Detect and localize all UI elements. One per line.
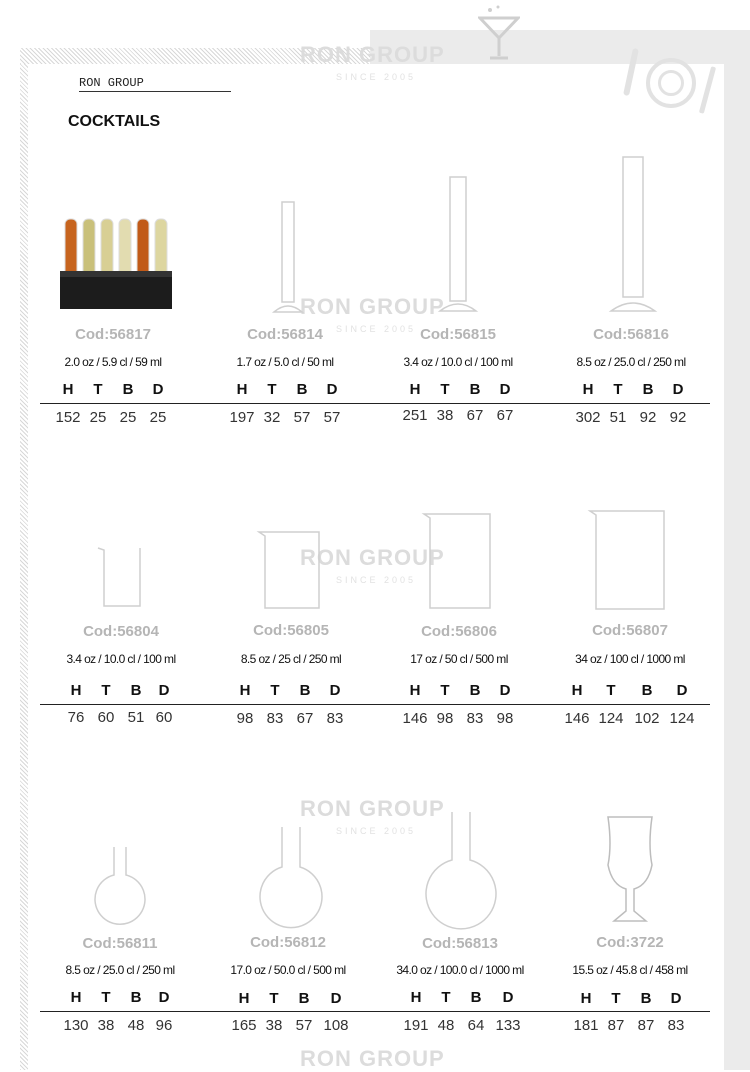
plate-icon [646,58,696,108]
watermark: RON GROUP [300,294,445,319]
spec-value-h: 130 [63,1017,89,1034]
spec-header-b: B [298,990,310,1007]
spec-header-t: T [269,990,279,1007]
product-code: Cod:56805 [253,622,329,639]
spec-value-b: 57 [293,409,311,426]
spec-value-t: 98 [436,710,454,727]
spec-value-b: 102 [634,710,660,727]
test-tube-rack-image [56,215,176,315]
brand-label: RON GROUP [79,76,231,92]
round-flask-image [258,825,324,925]
spec-header-b: B [642,381,654,398]
spec-value-t: 48 [437,1017,455,1034]
product-code: Cod:56814 [247,326,323,343]
product-code: Cod:56816 [593,326,669,343]
spec-header-t: T [267,381,277,398]
watermark: RON GROUP [300,796,445,821]
spec-value-d: 67 [496,407,514,424]
graduated-cylinder-image [270,200,306,315]
spec-header-h: H [409,682,421,699]
spec-value-t: 51 [609,409,627,426]
spec-header-t: T [613,381,623,398]
spec-value-b: 25 [119,409,137,426]
spec-value-t: 38 [97,1017,115,1034]
spec-header-h: H [582,381,594,398]
product-code: Cod:56807 [592,622,668,639]
spec-value-h: 146 [402,710,428,727]
product-code: Cod:3722 [596,934,664,951]
spec-header-d: D [158,989,170,1006]
spec-header-b: B [640,990,652,1007]
spec-value-h: 197 [229,409,255,426]
spec-value-d: 60 [155,709,173,726]
spec-value-h: 152 [55,409,81,426]
product-capacity: 1.7 oz / 5.0 cl / 50 ml [236,355,334,369]
spec-header-d: D [158,682,170,699]
spec-value-b: 87 [637,1017,655,1034]
spec-value-h: 302 [575,409,601,426]
spec-value-b: 67 [296,710,314,727]
spec-value-t: 124 [598,710,624,727]
spec-header-d: D [499,682,511,699]
spec-value-h: 191 [403,1017,429,1034]
product-code: Cod:56804 [83,623,159,640]
spec-header-h: H [238,990,250,1007]
divider-line [40,704,710,705]
spec-header-t: T [611,990,621,1007]
spec-value-d: 25 [149,409,167,426]
watermark: RON GROUP [300,545,445,570]
spec-header-b: B [469,381,481,398]
spec-value-d: 133 [495,1017,521,1034]
spec-value-t: 83 [266,710,284,727]
spec-value-h: 98 [236,710,254,727]
beaker-image [257,530,323,612]
spec-header-d: D [499,381,511,398]
graduated-cylinder-image [608,155,658,315]
spec-header-b: B [296,381,308,398]
watermark-since: SINCE 2005 [336,575,417,585]
watermark: RON GROUP [300,1046,445,1071]
spec-value-d: 96 [155,1017,173,1034]
spec-value-d: 83 [326,710,344,727]
product-code: Cod:56806 [421,623,497,640]
spec-value-h: 165 [231,1017,257,1034]
spec-header-d: D [152,381,164,398]
product-capacity: 8.5 oz / 25.0 cl / 250 ml [65,963,175,977]
beaker-image [588,509,668,613]
hatched-border-left [20,48,28,1070]
divider-line [40,403,710,404]
spec-value-t: 87 [607,1017,625,1034]
spec-header-b: B [122,381,134,398]
spec-value-t: 25 [89,409,107,426]
spec-value-b: 48 [127,1017,145,1034]
spec-header-b: B [130,682,142,699]
spec-header-b: B [470,989,482,1006]
spec-header-d: D [670,990,682,1007]
spec-value-b: 92 [639,409,657,426]
spec-value-d: 108 [323,1017,349,1034]
round-flask-image [424,810,498,926]
spec-header-h: H [410,989,422,1006]
product-capacity: 34.0 oz / 100.0 cl / 1000 ml [396,963,524,977]
spec-header-d: D [672,381,684,398]
spec-value-h: 181 [573,1017,599,1034]
beaker-image [96,546,146,610]
product-capacity: 15.5 oz / 45.8 cl / 458 ml [572,963,688,977]
spec-header-h: H [70,989,82,1006]
spec-header-d: D [676,682,688,699]
watermark-since: SINCE 2005 [336,826,417,836]
product-capacity: 8.5 oz / 25 cl / 250 ml [240,652,342,666]
product-capacity: 17.0 oz / 50.0 cl / 500 ml [230,963,346,977]
product-capacity: 17 oz / 50 cl / 500 ml [410,652,508,666]
spec-header-b: B [130,989,142,1006]
product-capacity: 8.5 oz / 25.0 cl / 250 ml [576,355,686,369]
spec-value-t: 38 [265,1017,283,1034]
spec-header-b: B [641,682,653,699]
spec-header-h: H [70,682,82,699]
round-flask-image [92,845,148,925]
spec-value-b: 64 [467,1017,485,1034]
product-capacity: 2.0 oz / 5.9 cl / 59 ml [64,355,162,369]
spec-header-h: H [580,990,592,1007]
watermark-since: SINCE 2005 [336,324,417,334]
spec-header-b: B [469,682,481,699]
product-code: Cod:56811 [82,935,158,952]
spec-header-d: D [330,990,342,1007]
spec-header-t: T [101,682,111,699]
product-capacity: 3.4 oz / 10.0 cl / 100 ml [66,652,176,666]
spec-value-b: 83 [466,710,484,727]
spec-value-d: 124 [669,710,695,727]
spec-header-h: H [239,682,251,699]
spec-value-d: 98 [496,710,514,727]
spec-header-t: T [93,381,103,398]
spec-header-t: T [606,682,616,699]
spec-header-d: D [329,682,341,699]
spec-value-h: 251 [402,407,428,424]
section-title: COCKTAILS [68,113,161,130]
product-capacity: 3.4 oz / 10.0 cl / 100 ml [403,355,513,369]
product-code: Cod:56817 [75,326,151,343]
spec-header-h: H [409,381,421,398]
spec-value-t: 38 [436,407,454,424]
right-gray-band [724,30,750,1070]
spec-header-h: H [236,381,248,398]
martini-glass-icon [478,4,520,62]
spec-header-b: B [299,682,311,699]
spec-value-h: 146 [564,710,590,727]
spec-value-b: 51 [127,709,145,726]
spec-value-h: 76 [67,709,85,726]
watermark: RON GROUP [300,42,445,67]
spec-header-t: T [101,989,111,1006]
graduated-cylinder-image [436,175,480,315]
product-code: Cod:56813 [422,935,498,952]
spec-header-d: D [326,381,338,398]
watermark-since: SINCE 2005 [336,72,417,82]
product-capacity: 34 oz / 100 cl / 1000 ml [575,652,685,666]
spec-header-t: T [440,682,450,699]
spec-header-h: H [571,682,583,699]
divider-line [40,1011,710,1012]
hurricane-glass-image [604,815,656,925]
spec-header-h: H [62,381,74,398]
spec-header-t: T [441,989,451,1006]
spec-value-d: 57 [323,409,341,426]
product-code: Cod:56815 [420,326,496,343]
spec-header-t: T [440,381,450,398]
spec-value-b: 67 [466,407,484,424]
spec-header-t: T [270,682,280,699]
spec-value-d: 92 [669,409,687,426]
spec-value-t: 32 [263,409,281,426]
spec-value-t: 60 [97,709,115,726]
spec-header-d: D [502,989,514,1006]
product-code: Cod:56812 [250,934,326,951]
spec-value-b: 57 [295,1017,313,1034]
spec-value-d: 83 [667,1017,685,1034]
beaker-image [422,512,494,612]
